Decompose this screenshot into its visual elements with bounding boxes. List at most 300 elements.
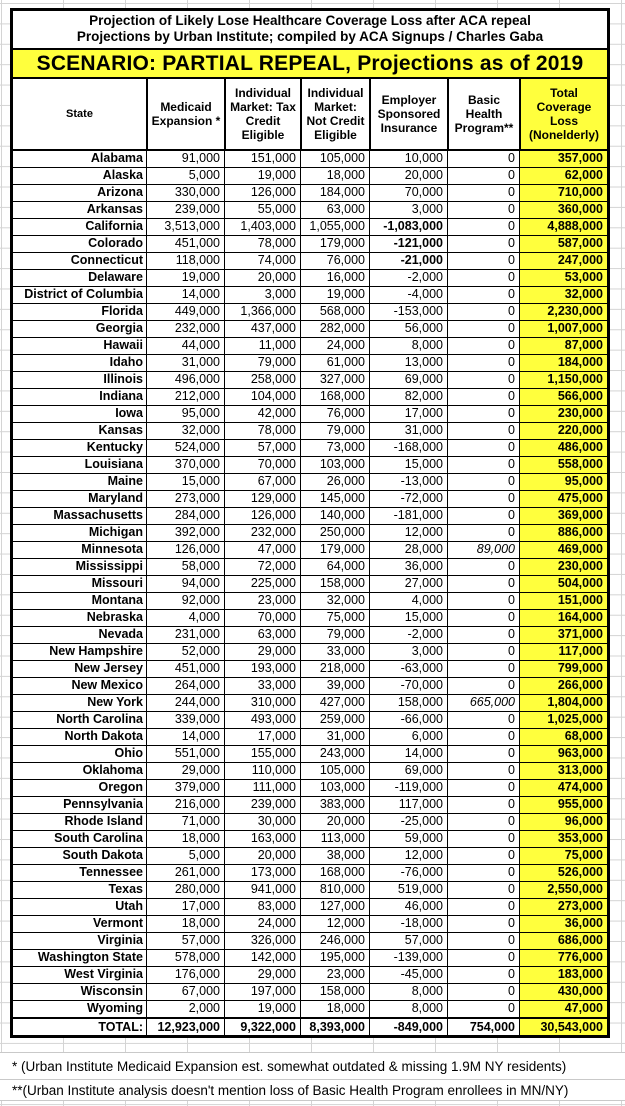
employer-sponsored-cell: 56,000 (369, 321, 447, 337)
employer-sponsored-cell: 17,000 (369, 406, 447, 422)
table-row (13, 151, 607, 167)
not-credit-eligible-cell: 246,000 (300, 933, 369, 949)
basic-health-program-cell: 0 (447, 729, 519, 745)
tax-credit-eligible-cell: 70,000 (224, 610, 300, 626)
employer-sponsored-cell: -18,000 (369, 916, 447, 932)
medicaid-expansion-cell: 15,000 (146, 474, 224, 490)
employer-sponsored-cell: -2,000 (369, 627, 447, 643)
tax-credit-eligible-cell: 19,000 (224, 168, 300, 184)
state-name: North Carolina (56, 712, 143, 726)
coverage-loss-table (10, 8, 610, 1038)
table-row (13, 694, 607, 711)
tax-credit-eligible-cell: 74,000 (224, 253, 300, 269)
state-name: West Virginia (64, 967, 143, 981)
total-coverage-loss-cell: 2,230,000 (519, 304, 607, 320)
state-name: Wisconsin (80, 984, 143, 998)
not-credit-eligible-cell: 33,000 (300, 644, 369, 660)
state-name: Rhode Island (64, 814, 143, 828)
employer-sponsored-cell: -25,000 (369, 814, 447, 830)
state-name: Massachusetts (53, 508, 143, 522)
not-credit-eligible-cell: 243,000 (300, 746, 369, 762)
basic-health-program-cell: 0 (447, 219, 519, 235)
not-credit-eligible-cell: 184,000 (300, 185, 369, 201)
state-name: Georgia (95, 321, 143, 335)
state-name: South Carolina (54, 831, 143, 845)
not-credit-eligible-cell: 31,000 (300, 729, 369, 745)
employer-sponsored-cell: 4,000 (369, 593, 447, 609)
medicaid-expansion-cell: 524,000 (146, 440, 224, 456)
medicaid-expansion-cell: 451,000 (146, 236, 224, 252)
employer-sponsored-cell: 70,000 (369, 185, 447, 201)
employer-sponsored-cell: 8,000 (369, 338, 447, 354)
employer-sponsored-cell: 59,000 (369, 831, 447, 847)
not-credit-eligible-cell: 32,000 (300, 593, 369, 609)
not-credit-eligible-cell: 61,000 (300, 355, 369, 371)
employer-sponsored-cell: -2,000 (369, 270, 447, 286)
total-coverage-loss-cell: 1,025,000 (519, 712, 607, 728)
state-name: Indiana (99, 389, 143, 403)
medicaid-expansion-cell: 118,000 (146, 253, 224, 269)
table-row (13, 218, 607, 235)
basic-health-program-cell: 0 (447, 780, 519, 796)
total-coverage-loss-cell: 475,000 (519, 491, 607, 507)
not-credit-eligible-cell: 39,000 (300, 678, 369, 694)
total-coverage-loss-cell: 183,000 (519, 967, 607, 983)
basic-health-program-cell: 0 (447, 814, 519, 830)
not-credit-eligible-cell: 158,000 (300, 576, 369, 592)
not-credit-eligible-cell: 327,000 (300, 372, 369, 388)
column-header-medicaid-expansion: Medicaid Expansion * (146, 79, 224, 149)
medicaid-expansion-cell: 244,000 (146, 695, 224, 711)
total-coverage-loss-cell: 486,000 (519, 440, 607, 456)
table-row (13, 422, 607, 439)
employer-sponsored-cell: 3,000 (369, 202, 447, 218)
not-credit-eligible-cell: 127,000 (300, 899, 369, 915)
column-header-not-credit-eligible: Individual Market: Not Credit Eligible (300, 79, 369, 149)
employer-sponsored-cell: -181,000 (369, 508, 447, 524)
tax-credit-eligible-cell: 42,000 (224, 406, 300, 422)
total-coverage-loss-cell: 1,804,000 (519, 695, 607, 711)
total-coverage-loss-cell: 955,000 (519, 797, 607, 813)
state-name: Wyoming (86, 1001, 143, 1015)
tax-credit-eligible-cell: 67,000 (224, 474, 300, 490)
medicaid-expansion-cell: 44,000 (146, 338, 224, 354)
tax-credit-eligible-cell: 126,000 (224, 185, 300, 201)
employer-sponsored-cell: -76,000 (369, 865, 447, 881)
not-credit-eligible-cell: 23,000 (300, 967, 369, 983)
employer-sponsored-cell: 82,000 (369, 389, 447, 405)
table-row (13, 371, 607, 388)
tax-credit-eligible-cell: 173,000 (224, 865, 300, 881)
tax-credit-eligible-cell: 437,000 (224, 321, 300, 337)
not-credit-eligible-cell: 73,000 (300, 440, 369, 456)
not-credit-eligible-cell: 105,000 (300, 763, 369, 779)
table-row (13, 762, 607, 779)
total-coverage-loss-cell: 371,000 (519, 627, 607, 643)
total-coverage-loss-cell: 36,000 (519, 916, 607, 932)
basic-health-program-cell: 0 (447, 406, 519, 422)
basic-health-program-cell: 0 (447, 151, 519, 167)
tax-credit-eligible-cell: 19,000 (224, 1001, 300, 1017)
employer-sponsored-cell: 27,000 (369, 576, 447, 592)
employer-sponsored-cell: 12,000 (369, 848, 447, 864)
medicaid-expansion-cell: 14,000 (146, 729, 224, 745)
tax-credit-eligible-cell: 9,322,000 (224, 1019, 300, 1035)
not-credit-eligible-cell: 38,000 (300, 848, 369, 864)
basic-health-program-cell: 0 (447, 185, 519, 201)
not-credit-eligible-cell: 218,000 (300, 661, 369, 677)
table-row (13, 558, 607, 575)
medicaid-expansion-cell: 95,000 (146, 406, 224, 422)
basic-health-program-cell: 0 (447, 746, 519, 762)
header-row (13, 79, 607, 151)
total-coverage-loss-cell: 184,000 (519, 355, 607, 371)
state-name: New Jersey (74, 661, 143, 675)
not-credit-eligible-cell: 16,000 (300, 270, 369, 286)
tax-credit-eligible-cell: 310,000 (224, 695, 300, 711)
tax-credit-eligible-cell: 23,000 (224, 593, 300, 609)
tax-credit-eligible-cell: 232,000 (224, 525, 300, 541)
medicaid-expansion-cell: 261,000 (146, 865, 224, 881)
medicaid-expansion-cell: 451,000 (146, 661, 224, 677)
total-coverage-loss-cell: 273,000 (519, 899, 607, 915)
total-row (13, 1017, 607, 1035)
basic-health-program-cell: 0 (447, 576, 519, 592)
employer-sponsored-cell: -139,000 (369, 950, 447, 966)
state-name: South Dakota (62, 848, 143, 862)
tax-credit-eligible-cell: 239,000 (224, 797, 300, 813)
medicaid-expansion-cell: 212,000 (146, 389, 224, 405)
table-row (13, 490, 607, 507)
basic-health-program-cell: 0 (447, 593, 519, 609)
tax-credit-eligible-cell: 78,000 (224, 236, 300, 252)
total-coverage-loss-cell: 2,550,000 (519, 882, 607, 898)
total-coverage-loss-cell: 566,000 (519, 389, 607, 405)
state-name: Mississippi (75, 559, 143, 573)
basic-health-program-cell: 754,000 (447, 1019, 519, 1035)
state-name: Maine (107, 474, 143, 488)
tax-credit-eligible-cell: 155,000 (224, 746, 300, 762)
tax-credit-eligible-cell: 3,000 (224, 287, 300, 303)
tax-credit-eligible-cell: 151,000 (224, 151, 300, 167)
not-credit-eligible-cell: 158,000 (300, 984, 369, 1000)
tax-credit-eligible-cell: 55,000 (224, 202, 300, 218)
medicaid-expansion-cell: 273,000 (146, 491, 224, 507)
basic-health-program-cell: 0 (447, 661, 519, 677)
basic-health-program-cell: 0 (447, 644, 519, 660)
state-name: Idaho (109, 355, 143, 369)
tax-credit-eligible-cell: 72,000 (224, 559, 300, 575)
not-credit-eligible-cell: 179,000 (300, 542, 369, 558)
tax-credit-eligible-cell: 20,000 (224, 270, 300, 286)
not-credit-eligible-cell: 63,000 (300, 202, 369, 218)
column-header-total-coverage-loss: Total Coverage Loss (Nonelderly) (519, 79, 607, 149)
basic-health-program-cell: 0 (447, 916, 519, 932)
basic-health-program-cell: 0 (447, 389, 519, 405)
tax-credit-eligible-cell: 1,403,000 (224, 219, 300, 235)
total-coverage-loss-cell: 30,543,000 (519, 1019, 607, 1035)
medicaid-expansion-cell: 176,000 (146, 967, 224, 983)
total-coverage-loss-cell: 47,000 (519, 1001, 607, 1017)
table-row (13, 711, 607, 728)
basic-health-program-cell: 0 (447, 338, 519, 354)
total-coverage-loss-cell: 96,000 (519, 814, 607, 830)
medicaid-expansion-cell: 392,000 (146, 525, 224, 541)
not-credit-eligible-cell: 427,000 (300, 695, 369, 711)
total-coverage-loss-cell: 247,000 (519, 253, 607, 269)
tax-credit-eligible-cell: 70,000 (224, 457, 300, 473)
tax-credit-eligible-cell: 197,000 (224, 984, 300, 1000)
basic-health-program-cell: 0 (447, 508, 519, 524)
state-name: Missouri (91, 576, 143, 590)
total-coverage-loss-cell: 504,000 (519, 576, 607, 592)
not-credit-eligible-cell: 12,000 (300, 916, 369, 932)
not-credit-eligible-cell: 113,000 (300, 831, 369, 847)
medicaid-expansion-cell: 3,513,000 (146, 219, 224, 235)
tax-credit-eligible-cell: 493,000 (224, 712, 300, 728)
total-coverage-loss-cell: 776,000 (519, 950, 607, 966)
total-coverage-loss-cell: 220,000 (519, 423, 607, 439)
table-row (13, 949, 607, 966)
basic-health-program-cell: 0 (447, 355, 519, 371)
tax-credit-eligible-cell: 258,000 (224, 372, 300, 388)
table-row (13, 235, 607, 252)
medicaid-expansion-cell: 67,000 (146, 984, 224, 1000)
total-coverage-loss-cell: 62,000 (519, 168, 607, 184)
basic-health-program-cell: 0 (447, 848, 519, 864)
total-coverage-loss-cell: 151,000 (519, 593, 607, 609)
employer-sponsored-cell: 20,000 (369, 168, 447, 184)
employer-sponsored-cell: 117,000 (369, 797, 447, 813)
table-row (13, 541, 607, 558)
table-row (13, 881, 607, 898)
total-coverage-loss-cell: 360,000 (519, 202, 607, 218)
tax-credit-eligible-cell: 225,000 (224, 576, 300, 592)
table-row (13, 915, 607, 932)
tax-credit-eligible-cell: 47,000 (224, 542, 300, 558)
medicaid-expansion-cell: 449,000 (146, 304, 224, 320)
not-credit-eligible-cell: 145,000 (300, 491, 369, 507)
medicaid-expansion-cell: 19,000 (146, 270, 224, 286)
basic-health-program-cell: 0 (447, 457, 519, 473)
table-title (13, 11, 607, 50)
employer-sponsored-cell: 69,000 (369, 763, 447, 779)
employer-sponsored-cell: 8,000 (369, 984, 447, 1000)
employer-sponsored-cell: 36,000 (369, 559, 447, 575)
tax-credit-eligible-cell: 17,000 (224, 729, 300, 745)
table-row (13, 286, 607, 303)
not-credit-eligible-cell: 383,000 (300, 797, 369, 813)
total-coverage-loss-cell: 369,000 (519, 508, 607, 524)
basic-health-program-cell: 0 (447, 763, 519, 779)
total-coverage-loss-cell: 266,000 (519, 678, 607, 694)
tax-credit-eligible-cell: 11,000 (224, 338, 300, 354)
footnote-basic-health-program: **(Urban Institute analysis doesn't mention loss of Basic Health Program enrollees in MN/NY) (0, 1079, 625, 1101)
employer-sponsored-cell: 10,000 (369, 151, 447, 167)
table-row (13, 201, 607, 218)
medicaid-expansion-cell: 71,000 (146, 814, 224, 830)
medicaid-expansion-cell: 2,000 (146, 1001, 224, 1017)
title-line-2: Projections by Urban Institute; compiled by ACA Signups / Charles Gaba (76, 29, 544, 44)
medicaid-expansion-cell: 57,000 (146, 933, 224, 949)
medicaid-expansion-cell: 18,000 (146, 831, 224, 847)
state-name: Washington State (37, 950, 143, 964)
state-name: Colorado (88, 236, 143, 250)
employer-sponsored-cell: -70,000 (369, 678, 447, 694)
employer-sponsored-cell: 31,000 (369, 423, 447, 439)
total-coverage-loss-cell: 353,000 (519, 831, 607, 847)
tax-credit-eligible-cell: 111,000 (224, 780, 300, 796)
column-header-employer-sponsored: Employer Sponsored Insurance (369, 79, 447, 149)
not-credit-eligible-cell: 19,000 (300, 287, 369, 303)
basic-health-program-cell: 0 (447, 474, 519, 490)
employer-sponsored-cell: -4,000 (369, 287, 447, 303)
not-credit-eligible-cell: 810,000 (300, 882, 369, 898)
total-coverage-loss-cell: 313,000 (519, 763, 607, 779)
total-coverage-loss-cell: 474,000 (519, 780, 607, 796)
employer-sponsored-cell: 46,000 (369, 899, 447, 915)
basic-health-program-cell: 0 (447, 865, 519, 881)
not-credit-eligible-cell: 76,000 (300, 406, 369, 422)
table-row (13, 847, 607, 864)
table-row (13, 167, 607, 184)
basic-health-program-cell: 0 (447, 440, 519, 456)
medicaid-expansion-cell: 31,000 (146, 355, 224, 371)
not-credit-eligible-cell: 250,000 (300, 525, 369, 541)
not-credit-eligible-cell: 8,393,000 (300, 1019, 369, 1035)
not-credit-eligible-cell: 24,000 (300, 338, 369, 354)
state-name: New York (87, 695, 143, 709)
state-name: Texas (108, 882, 143, 896)
table-row (13, 966, 607, 983)
basic-health-program-cell: 0 (447, 831, 519, 847)
state-name: Delaware (88, 270, 143, 284)
not-credit-eligible-cell: 140,000 (300, 508, 369, 524)
medicaid-expansion-cell: 379,000 (146, 780, 224, 796)
tax-credit-eligible-cell: 20,000 (224, 848, 300, 864)
employer-sponsored-cell: -45,000 (369, 967, 447, 983)
tax-credit-eligible-cell: 104,000 (224, 389, 300, 405)
state-name: Nevada (98, 627, 143, 641)
state-name: District of Columbia (24, 287, 143, 301)
tax-credit-eligible-cell: 57,000 (224, 440, 300, 456)
state-name: Virginia (97, 933, 143, 947)
not-credit-eligible-cell: 18,000 (300, 1001, 369, 1017)
employer-sponsored-cell: 13,000 (369, 355, 447, 371)
tax-credit-eligible-cell: 29,000 (224, 644, 300, 660)
employer-sponsored-cell: -168,000 (369, 440, 447, 456)
state-name: Oregon (98, 780, 143, 794)
state-name: Maryland (88, 491, 143, 505)
table-row (13, 813, 607, 830)
not-credit-eligible-cell: 75,000 (300, 610, 369, 626)
not-credit-eligible-cell: 168,000 (300, 389, 369, 405)
total-coverage-loss-cell: 87,000 (519, 338, 607, 354)
not-credit-eligible-cell: 105,000 (300, 151, 369, 167)
table-row (13, 779, 607, 796)
state-name: Louisiana (84, 457, 143, 471)
employer-sponsored-cell: 519,000 (369, 882, 447, 898)
total-coverage-loss-cell: 4,888,000 (519, 219, 607, 235)
basic-health-program-cell: 0 (447, 202, 519, 218)
total-coverage-loss-cell: 117,000 (519, 644, 607, 660)
total-coverage-loss-cell: 430,000 (519, 984, 607, 1000)
employer-sponsored-cell: 57,000 (369, 933, 447, 949)
medicaid-expansion-cell: 264,000 (146, 678, 224, 694)
basic-health-program-cell: 0 (447, 610, 519, 626)
total-coverage-loss-cell: 587,000 (519, 236, 607, 252)
basic-health-program-cell: 0 (447, 984, 519, 1000)
tax-credit-eligible-cell: 33,000 (224, 678, 300, 694)
employer-sponsored-cell: 3,000 (369, 644, 447, 660)
employer-sponsored-cell: -849,000 (369, 1019, 447, 1035)
basic-health-program-cell: 89,000 (447, 542, 519, 558)
table-row (13, 252, 607, 269)
table-row (13, 626, 607, 643)
tax-credit-eligible-cell: 326,000 (224, 933, 300, 949)
total-coverage-loss-cell: 32,000 (519, 287, 607, 303)
state-name: North Dakota (64, 729, 143, 743)
tax-credit-eligible-cell: 126,000 (224, 508, 300, 524)
state-name: Illinois (103, 372, 143, 386)
total-coverage-loss-cell: 164,000 (519, 610, 607, 626)
basic-health-program-cell: 0 (447, 372, 519, 388)
not-credit-eligible-cell: 18,000 (300, 168, 369, 184)
not-credit-eligible-cell: 20,000 (300, 814, 369, 830)
tax-credit-eligible-cell: 30,000 (224, 814, 300, 830)
tax-credit-eligible-cell: 110,000 (224, 763, 300, 779)
employer-sponsored-cell: 15,000 (369, 610, 447, 626)
state-name: Arizona (97, 185, 143, 199)
not-credit-eligible-cell: 103,000 (300, 780, 369, 796)
table-row (13, 320, 607, 337)
table-row (13, 184, 607, 201)
basic-health-program-cell: 0 (447, 491, 519, 507)
employer-sponsored-cell: -21,000 (369, 253, 447, 269)
table-row (13, 303, 607, 320)
employer-sponsored-cell: 69,000 (369, 372, 447, 388)
tax-credit-eligible-cell: 83,000 (224, 899, 300, 915)
total-coverage-loss-cell: 686,000 (519, 933, 607, 949)
total-coverage-loss-cell: 963,000 (519, 746, 607, 762)
employer-sponsored-cell: 158,000 (369, 695, 447, 711)
basic-health-program-cell: 0 (447, 423, 519, 439)
table-row (13, 864, 607, 881)
basic-health-program-cell: 0 (447, 950, 519, 966)
state-name: Kentucky (86, 440, 143, 454)
tax-credit-eligible-cell: 78,000 (224, 423, 300, 439)
employer-sponsored-cell: -13,000 (369, 474, 447, 490)
total-row-label: TOTAL: (98, 1020, 143, 1034)
state-name: New Hampshire (49, 644, 143, 658)
state-name: Hawaii (103, 338, 143, 352)
state-name: Florida (101, 304, 143, 318)
employer-sponsored-cell: 28,000 (369, 542, 447, 558)
medicaid-expansion-cell: 280,000 (146, 882, 224, 898)
employer-sponsored-cell: -63,000 (369, 661, 447, 677)
table-row (13, 337, 607, 354)
basic-health-program-cell: 0 (447, 899, 519, 915)
not-credit-eligible-cell: 168,000 (300, 865, 369, 881)
medicaid-expansion-cell: 239,000 (146, 202, 224, 218)
table-body (13, 151, 607, 1035)
table-row (13, 660, 607, 677)
table-row (13, 609, 607, 626)
state-name: New Mexico (71, 678, 143, 692)
state-name: Michigan (88, 525, 143, 539)
basic-health-program-cell: 0 (447, 1001, 519, 1017)
medicaid-expansion-cell: 232,000 (146, 321, 224, 337)
